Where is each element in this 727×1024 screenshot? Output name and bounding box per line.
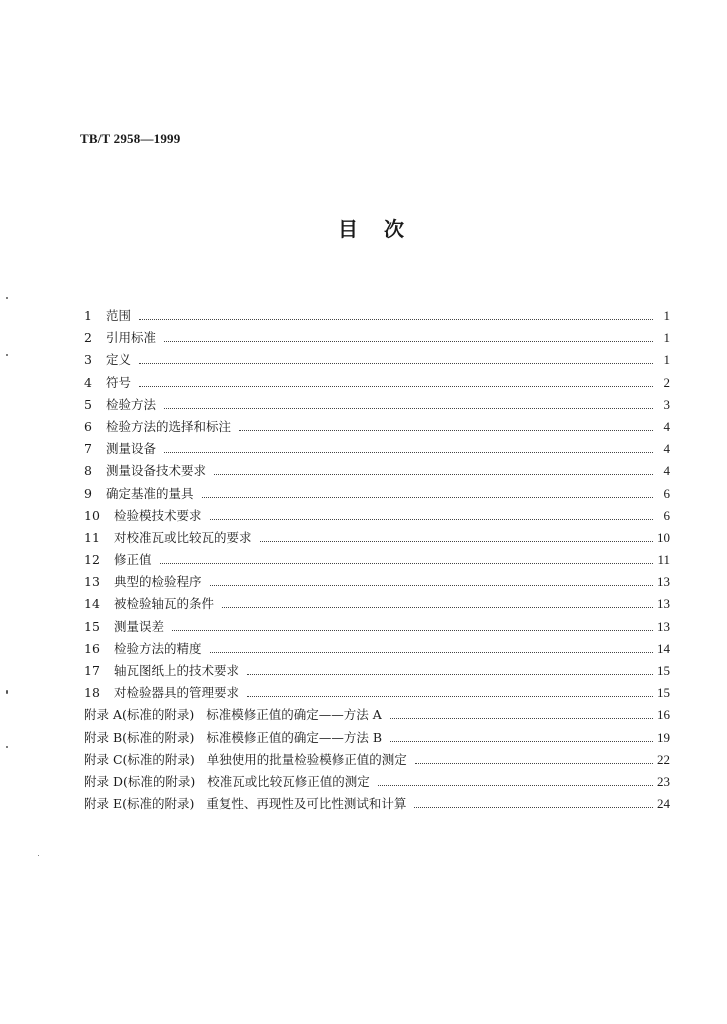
entry-number: 8	[84, 463, 92, 479]
leader-dots	[164, 340, 653, 342]
entry-page: 15	[657, 685, 670, 701]
entry-page: 11	[657, 552, 670, 568]
entry-page: 10	[657, 529, 670, 545]
entry-title: 符号	[106, 374, 132, 390]
appendix-page: 24	[657, 796, 670, 812]
entry-page: 4	[663, 463, 670, 479]
toc-entry[interactable]	[84, 439, 670, 461]
entry-number: 17	[84, 663, 100, 678]
toc-entry[interactable]	[84, 484, 670, 506]
entry-page: 14	[657, 640, 670, 656]
entry-title: 修正值	[114, 552, 152, 568]
entry-title: 典型的检验程序	[114, 574, 202, 590]
entry-number: 4	[84, 374, 92, 390]
appendix-label: 附录 A(标准的附录)	[84, 707, 195, 723]
leader-dots	[415, 762, 653, 764]
appendix-page: 19	[657, 729, 670, 745]
leader-dots	[222, 606, 653, 608]
toc-title: 目次	[338, 217, 430, 241]
toc-entry[interactable]	[84, 350, 670, 372]
entry-title: 测量设备	[106, 441, 157, 457]
leader-dots	[164, 451, 653, 453]
appendix-title: 重复性、再现性及可比性测试和计算	[206, 796, 407, 812]
toc-appendix[interactable]	[84, 772, 670, 794]
leader-dots	[247, 673, 653, 675]
appendix-page: 23	[657, 773, 670, 789]
toc-entry[interactable]	[84, 461, 670, 483]
entry-title: 被检验轴瓦的条件	[114, 596, 215, 612]
entry-number: 18	[84, 685, 100, 701]
scan-speck	[6, 354, 8, 356]
entry-page: 1	[663, 330, 670, 346]
entry-title: 检验方法的选择和标注	[106, 418, 232, 434]
entry-title: 轴瓦图纸上的技术要求	[114, 663, 240, 678]
toc-entry[interactable]	[84, 395, 670, 417]
leader-dots	[202, 496, 653, 498]
scan-speck	[6, 690, 8, 694]
toc-entry[interactable]	[84, 528, 670, 550]
entry-title: 定义	[106, 352, 132, 368]
toc-entry[interactable]	[84, 417, 670, 439]
leader-dots	[378, 784, 653, 786]
entry-title: 检验方法	[106, 396, 157, 412]
entry-page: 6	[663, 507, 670, 523]
leader-dots	[239, 429, 653, 431]
toc-entry[interactable]	[84, 639, 670, 661]
toc-entry[interactable]	[84, 328, 670, 350]
appendix-page: 22	[657, 751, 670, 767]
appendix-label: 附录 E(标准的附录)	[84, 796, 195, 812]
leader-dots	[139, 362, 653, 364]
entry-page: 1	[663, 308, 670, 323]
leader-dots	[172, 629, 653, 631]
toc-entry[interactable]	[84, 661, 670, 683]
entry-number: 12	[84, 552, 100, 568]
entry-number: 15	[84, 618, 100, 634]
appendix-label: 附录 B(标准的附录)	[84, 729, 195, 745]
entry-page: 13	[657, 574, 670, 590]
appendix-title: 标准模修正值的确定——方法 A	[206, 707, 382, 723]
entry-number: 13	[84, 574, 100, 590]
entry-page: 4	[663, 418, 670, 434]
entry-page: 13	[657, 596, 670, 612]
entry-number: 3	[84, 352, 92, 368]
entry-title: 范围	[106, 308, 132, 323]
entry-number: 16	[84, 640, 100, 656]
scan-speck	[6, 746, 8, 748]
entry-number: 6	[84, 418, 92, 434]
leader-dots	[214, 473, 653, 475]
leader-dots	[160, 562, 653, 564]
leader-dots	[390, 740, 653, 742]
table-of-contents	[84, 306, 670, 816]
entry-page: 6	[663, 485, 670, 501]
entry-number: 2	[84, 330, 92, 346]
entry-page: 4	[663, 441, 670, 457]
appendix-page: 16	[657, 707, 670, 723]
appendix-title: 标准模修正值的确定——方法 B	[206, 729, 383, 745]
toc-entry[interactable]	[84, 373, 670, 395]
toc-entry[interactable]	[84, 550, 670, 572]
entry-title: 确定基准的量具	[106, 485, 194, 501]
entry-title: 测量设备技术要求	[106, 463, 207, 479]
entry-page: 15	[657, 663, 670, 678]
entry-number: 5	[84, 396, 92, 412]
leader-dots	[164, 407, 653, 409]
toc-entry[interactable]	[84, 572, 670, 594]
leader-dots	[414, 806, 653, 808]
entry-number: 9	[84, 485, 92, 501]
toc-entry[interactable]	[84, 506, 670, 528]
entry-title: 引用标准	[106, 330, 157, 346]
entry-page: 2	[663, 374, 670, 390]
leader-dots	[210, 518, 653, 520]
appendix-title: 校准瓦或比较瓦修正值的测定	[207, 773, 370, 789]
entry-title: 对检验器具的管理要求	[114, 685, 240, 701]
appendix-title: 单独使用的批量检验模修正值的测定	[206, 751, 407, 767]
entry-number: 7	[84, 441, 92, 457]
toc-entry[interactable]	[84, 617, 670, 639]
leader-dots	[139, 318, 653, 320]
toc-appendix[interactable]	[84, 750, 670, 772]
entry-number: 11	[84, 529, 100, 545]
standard-code: TB/T 2958—1999	[80, 131, 181, 146]
leader-dots	[139, 385, 653, 387]
entry-number: 1	[84, 308, 92, 323]
entry-page: 13	[657, 618, 670, 634]
entry-page: 3	[663, 396, 670, 412]
entry-title: 对校准瓦或比较瓦的要求	[114, 529, 252, 545]
entry-title: 测量误差	[114, 618, 165, 634]
entry-number: 14	[84, 596, 100, 612]
leader-dots	[210, 584, 653, 586]
appendix-label: 附录 C(标准的附录)	[84, 751, 195, 767]
toc-entry[interactable]	[84, 683, 670, 705]
entry-page: 1	[663, 352, 670, 368]
toc-appendix[interactable]	[84, 705, 670, 727]
entry-title: 检验方法的精度	[114, 640, 202, 656]
toc-appendix[interactable]	[84, 794, 670, 816]
leader-dots	[247, 695, 653, 697]
leader-dots	[260, 540, 653, 542]
toc-entry[interactable]	[84, 306, 670, 328]
leader-dots	[210, 651, 653, 653]
scan-speck	[6, 297, 8, 299]
toc-entry[interactable]	[84, 594, 670, 616]
scan-speck	[38, 855, 39, 856]
entry-number: 10	[84, 507, 100, 523]
leader-dots	[390, 717, 653, 719]
appendix-label: 附录 D(标准的附录)	[84, 773, 196, 789]
entry-title: 检验模技术要求	[114, 507, 202, 523]
toc-appendix[interactable]	[84, 728, 670, 750]
